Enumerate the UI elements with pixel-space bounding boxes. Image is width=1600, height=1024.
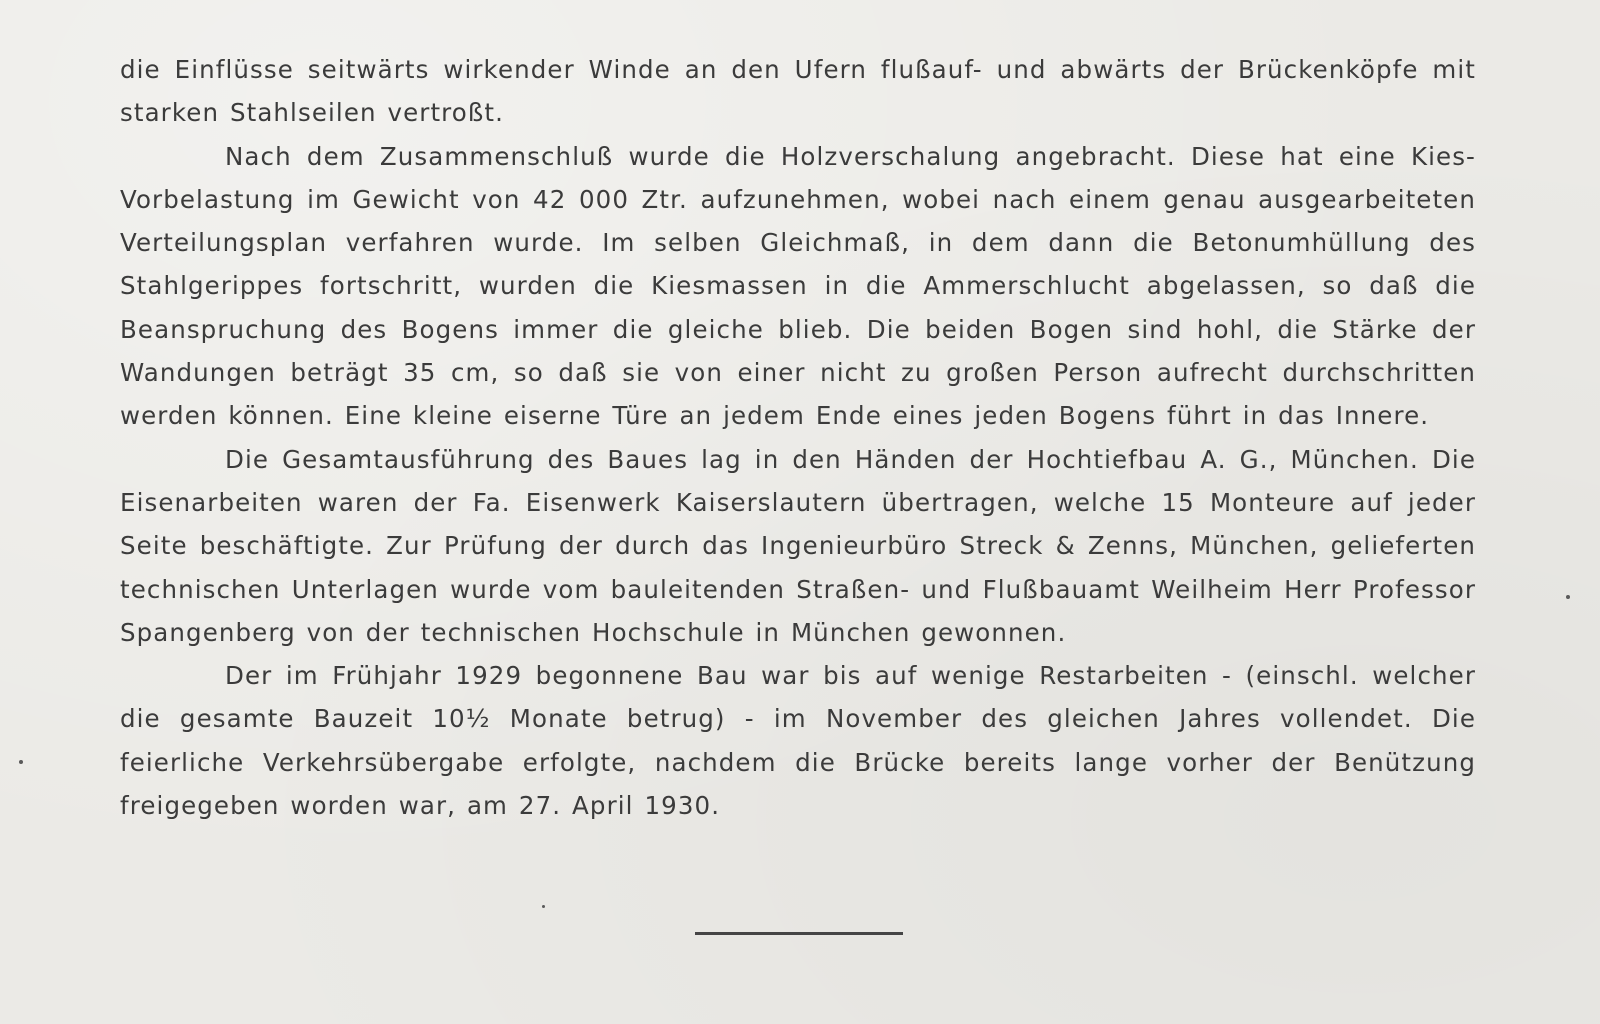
paragraph-winde: die Einflüsse seitwärts wirkender Winde an den Ufern flußauf- und abwärts der Brückenköpfe mit starken Stahlseilen vertroßt. — [120, 55, 1476, 128]
paper-speck — [1566, 595, 1570, 599]
paragraph-holzverschalung: Nach dem Zusammenschluß wurde die Holzverschalung angebracht. Diese hat eine Kies-Vorbelastung im Gewicht von 42 000 Ztr. aufzunehmen, wobei nach einem genau ausgearbeiteten Verteilungsplan verfahren wurde. Im selben Gleichmaß, in dem dann die Betonumhüllung des Stahlgerippes fortschritt, wurden die Kiesmassen in die Ammerschlucht abgelassen, so daß die Beanspruchung des Bogens immer die gleiche blieb. Die beiden Bogen sind hohl, die Stärke der Wandungen beträgt 35 cm, so daß sie von einer nicht zu großen Person aufrecht durchschritten werden können. Eine kleine eiserne Türe an jedem Ende eines jeden Bogens führt in das Innere. — [120, 141, 1476, 431]
closing-rule — [695, 932, 903, 935]
paper-speck — [542, 905, 545, 908]
paragraph-bauzeit: Der im Frühjahr 1929 begonnene Bau war bis auf wenige Restarbeiten - (einschl. welcher die gesamte Bauzeit 10½ Monate betrug) - im November des gleichen Jahres vollendet. Die feierliche Verkehrsübergabe erfolgte, nachdem die Brücke bereits lange vorher der Benützung freigegeben worden war, am 27. April 1930. — [120, 661, 1476, 821]
paper-speck — [19, 760, 23, 764]
paragraph-gesamtausfuehrung: Die Gesamtausführung des Baues lag in den Händen der Hochtiefbau A. G., München. Die Eisenarbeiten waren der Fa. Eisenwerk Kaiserslautern übertragen, welche 15 Monteure auf jeder Seite beschäftigte. Zur Prüfung der durch das Ingenieurbüro Streck & Zenns, München, gelieferten technischen Unterlagen wurde vom bauleitenden Straßen- und Flußbauamt Weilheim Herr Professor Spangenberg von der technischen Hochschule in München gewonnen. — [120, 444, 1476, 647]
body-text — [120, 48, 1476, 827]
